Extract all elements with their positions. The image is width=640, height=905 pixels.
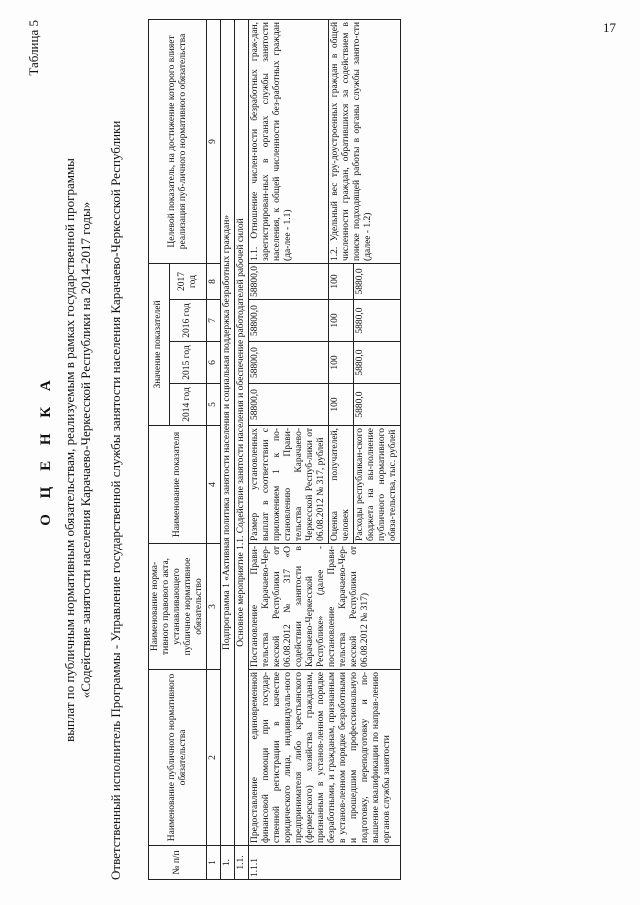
rotated-content <box>20 20 620 880</box>
subprogram-title: Подпрограмма 1 «Активная политика занятости населения и социальная поддержка безработных граждан» <box>221 19 235 845</box>
col-number: 8 <box>207 263 221 299</box>
header-target: Целевой показатель, на достижение которого влияет реализация пуб-личного нормативного обязательства <box>149 19 207 263</box>
value-2017: 100 <box>329 263 354 299</box>
header-indicator: Наименование показателя <box>149 426 207 544</box>
value-2017: 5880,0 <box>354 263 401 299</box>
obligations-table <box>148 19 401 880</box>
header-year-2016: 2016 год <box>169 300 206 342</box>
indicator-name: Оценка получателей, человек <box>329 426 354 544</box>
value-2016: 100 <box>329 300 354 342</box>
measure-title: Основное мероприятие 1.1. Содействие занятости населения и обеспечение работодателей рабочей силой <box>235 19 249 845</box>
col-number: 2 <box>207 670 221 846</box>
row-num: 1.1.1 <box>249 846 401 880</box>
header-year-2015: 2015 год <box>169 342 206 384</box>
measure-row <box>235 19 249 879</box>
responsible-executor: Ответственный исполнитель Программы - Управление государственной службы занятости населения Карачаево-Черкесской Республики <box>108 120 123 880</box>
col-number: 7 <box>207 300 221 342</box>
header-year-2014: 2014 год <box>169 384 206 426</box>
col-number: 3 <box>207 544 221 670</box>
value-2015: 100 <box>329 342 354 384</box>
value-2015: 58800,0 <box>249 342 329 384</box>
value-2015: 5880,0 <box>354 342 401 384</box>
subtitle-line-2: «Содействие занятости населения Карачаево-Черкесской Республики на 2014-2017 годы» <box>78 201 93 699</box>
col-number: 4 <box>207 426 221 544</box>
table-row <box>249 19 329 879</box>
indicator-name: Расходы республикан-ского бюджета на вы-полнение публичного нормативного обяза-тельства, тыс. рублей <box>354 426 401 544</box>
document-subtitle <box>62 20 94 880</box>
value-2014: 5880,0 <box>354 384 401 426</box>
header-row <box>149 19 170 879</box>
legal-act: Постановление Прави-тельства Карачаево-Чер-кесской Республики от 06.08.2012 № 317 «О содействии занятости в Карачаево-Черкесской Республике» (далее - постановление Прави-тельства Карачаево-Чер-кесской Республики от 06.08.2012 № 317) <box>249 544 401 670</box>
value-2014: 100 <box>329 384 354 426</box>
subtitle-line-1: выплат по публичным нормативным обязательствам, реализуемым в рамках государственной программы <box>62 158 77 742</box>
target-indicator-1: 1.1. Отношение числен-ности безработных граж-дан, зарегистрирован-ных в органах службы занятости населения, к общей численности без-работных граждан (да-лее - 1.1) <box>249 19 329 263</box>
header-num: № п/п <box>149 846 207 880</box>
measure-num: 1.1. <box>235 846 249 880</box>
target-indicator-2: 1.2. Удельный вес тру-доустроенных граждан в общей численности граждан, обратившихся за содействием в поиске подходящей работы в органы службы занято-сти (далее - 1.2) <box>329 19 401 263</box>
value-2017: 58800,0 <box>249 263 329 299</box>
table-label: Таблица 5 <box>26 20 41 76</box>
value-2016: 58800,0 <box>249 300 329 342</box>
page-number: 17 <box>603 20 616 35</box>
header-obligation: Наименование публичного нормативного обязательства <box>149 670 207 846</box>
header-act: Наименование норма-тивного правового акта, устанавливающего публичное нормативное обязательство <box>149 544 207 670</box>
value-2016: 5880,0 <box>354 300 401 342</box>
header-values-group: Значение показателей <box>149 263 170 425</box>
col-number: 6 <box>207 342 221 384</box>
value-2014: 58800,0 <box>249 384 329 426</box>
document-title: О Ц Е Н К А <box>38 374 54 526</box>
subprogram-row <box>221 19 235 879</box>
obligation-name: Предоставление единовременной финансовой помощи при государ-ственной регистрации в качестве юридического лица, индивидуаль-ного предпринимателя либо крестьянского (фермерского) хозяйства гражданам, признанным в установ-ленном порядке безработными, и гражданам, признанным в установ-ленном порядке безработными и прошедшим профессиональную подготовку, переподготовку и по-вышение квалификации по направ-лению органов службы занятости <box>249 670 401 846</box>
header-year-2017: 2017 год <box>169 263 206 299</box>
column-numbers-row <box>207 19 221 879</box>
col-number: 1 <box>207 846 221 880</box>
col-number: 9 <box>207 19 221 263</box>
col-number: 5 <box>207 384 221 426</box>
indicator-name: Размер установленных выплат в соответствии с приложением 1 к по-становлению Прави-тельства Карачаево-Черкесской Респуб-лики от 06.08.2012 № 317, рублей <box>249 426 329 544</box>
subprogram-num: 1. <box>221 846 235 880</box>
